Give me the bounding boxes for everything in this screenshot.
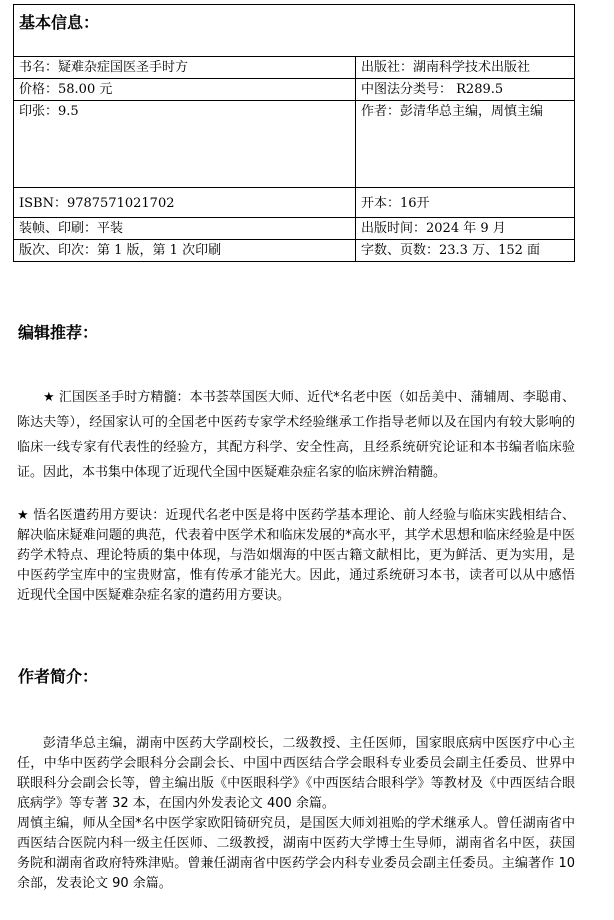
recommendation-item-1 <box>17 385 575 485</box>
price-cell: 价格：58.00 元 <box>14 79 356 101</box>
recommendation-item-1-text: ★ 汇国医圣手时方精髓：本书荟萃国医大师、近代*名老中医（如岳美中、蒲辅周、李聪甫、陈达夫等），经国家认可的全国老中医药专家学术经验继承工作指导老师以及在国内有较大影响的临床一线专家有代表性的经验方，其配方科学、安全性高，且经系统研究论证和本书编者临床验证。因此，本书集中体现了近现代全国中医疑难杂症名家的临床辨治精髓。 <box>17 390 575 480</box>
table-row <box>14 101 575 188</box>
word-count-cell: 字数、页数：23.3 万、152 面 <box>356 240 575 262</box>
classification-cell: 中图法分类号： R289.5 <box>356 79 575 101</box>
basic-info-table <box>13 4 575 262</box>
isbn-cell: ISBN：9787571021702 <box>14 188 356 218</box>
table-row <box>14 57 575 79</box>
author-intro-title: 作者简介： <box>18 667 99 686</box>
table-row <box>14 218 575 240</box>
publish-date-cell: 出版时间：2024 年 9 月 <box>356 218 575 240</box>
format-cell: 开本：16开 <box>356 188 575 218</box>
author-intro-body <box>17 734 575 894</box>
table-row <box>14 79 575 101</box>
book-name-cell: 书名：疑难杂症国医圣手时方 <box>14 57 356 79</box>
binding-cell: 装帧、印刷：平装 <box>14 218 356 240</box>
edition-cell: 版次、印次：第 1 版，第 1 次印刷 <box>14 240 356 262</box>
recommendation-item-2-text: ★ 悟名医遣药用方要诀：近现代名老中医是将中医药学基本理论、前人经验与临床实践相结合、解决临床疑难问题的典范，代表着中医学术和临床发展的*高水平，其学术思想和临床经验是中医药学术特点、理论特质的集中体现，与浩如烟海的中医古籍文献相比，更为鲜活、更为实用，是中医药学宝库中的宝贵财富，惟有传承才能光大。因此，通过系统研习本书，读者可以从中感悟近现代全国中医疑难杂症名家的遣药用方要诀。 <box>17 508 575 603</box>
recommendation-item-2 <box>17 506 575 606</box>
table-row <box>14 240 575 262</box>
publisher-cell: 出版社：湖南科学技术出版社 <box>356 57 575 79</box>
author-intro-para-1: 彭清华总主编，湖南中医药大学副校长，二级教授、主任医师，国家眼底病中医医疗中心主任，中华中医药学会眼科分会副会长、中国中西医结合学会眼科专业委员会副主任委员、世界中联眼科分会副会长等，曾主编出版《中医眼科学》《中西医结合眼科学》等教材及《中西医结合眼底病学》等专著 32 本，在国内外发表论文 400 余篇。 <box>17 736 575 811</box>
sheets-cell: 印张：9.5 <box>14 101 356 188</box>
editor-recommendation-title: 编辑推荐： <box>18 323 99 342</box>
author-intro-para-2: 周慎主编，师从全国*名中医学家欧阳锜研究员，是国医大师刘祖贻的学术继承人。曾任湖南省中西医结合医院内科一级主任医师、二级教授，湖南中医药大学博士生导师，湖南省名中医，获国务院和湖南省政府特殊津贴。曾兼任湖南省中医药学会内科专业委员会副主任委员。主编著作 10 余部，发表论文 90 余篇。 <box>17 816 575 891</box>
basic-info-title: 基本信息： <box>14 5 575 57</box>
author-cell: 作者：彭清华总主编，周慎主编 <box>356 101 575 188</box>
table-row <box>14 188 575 218</box>
